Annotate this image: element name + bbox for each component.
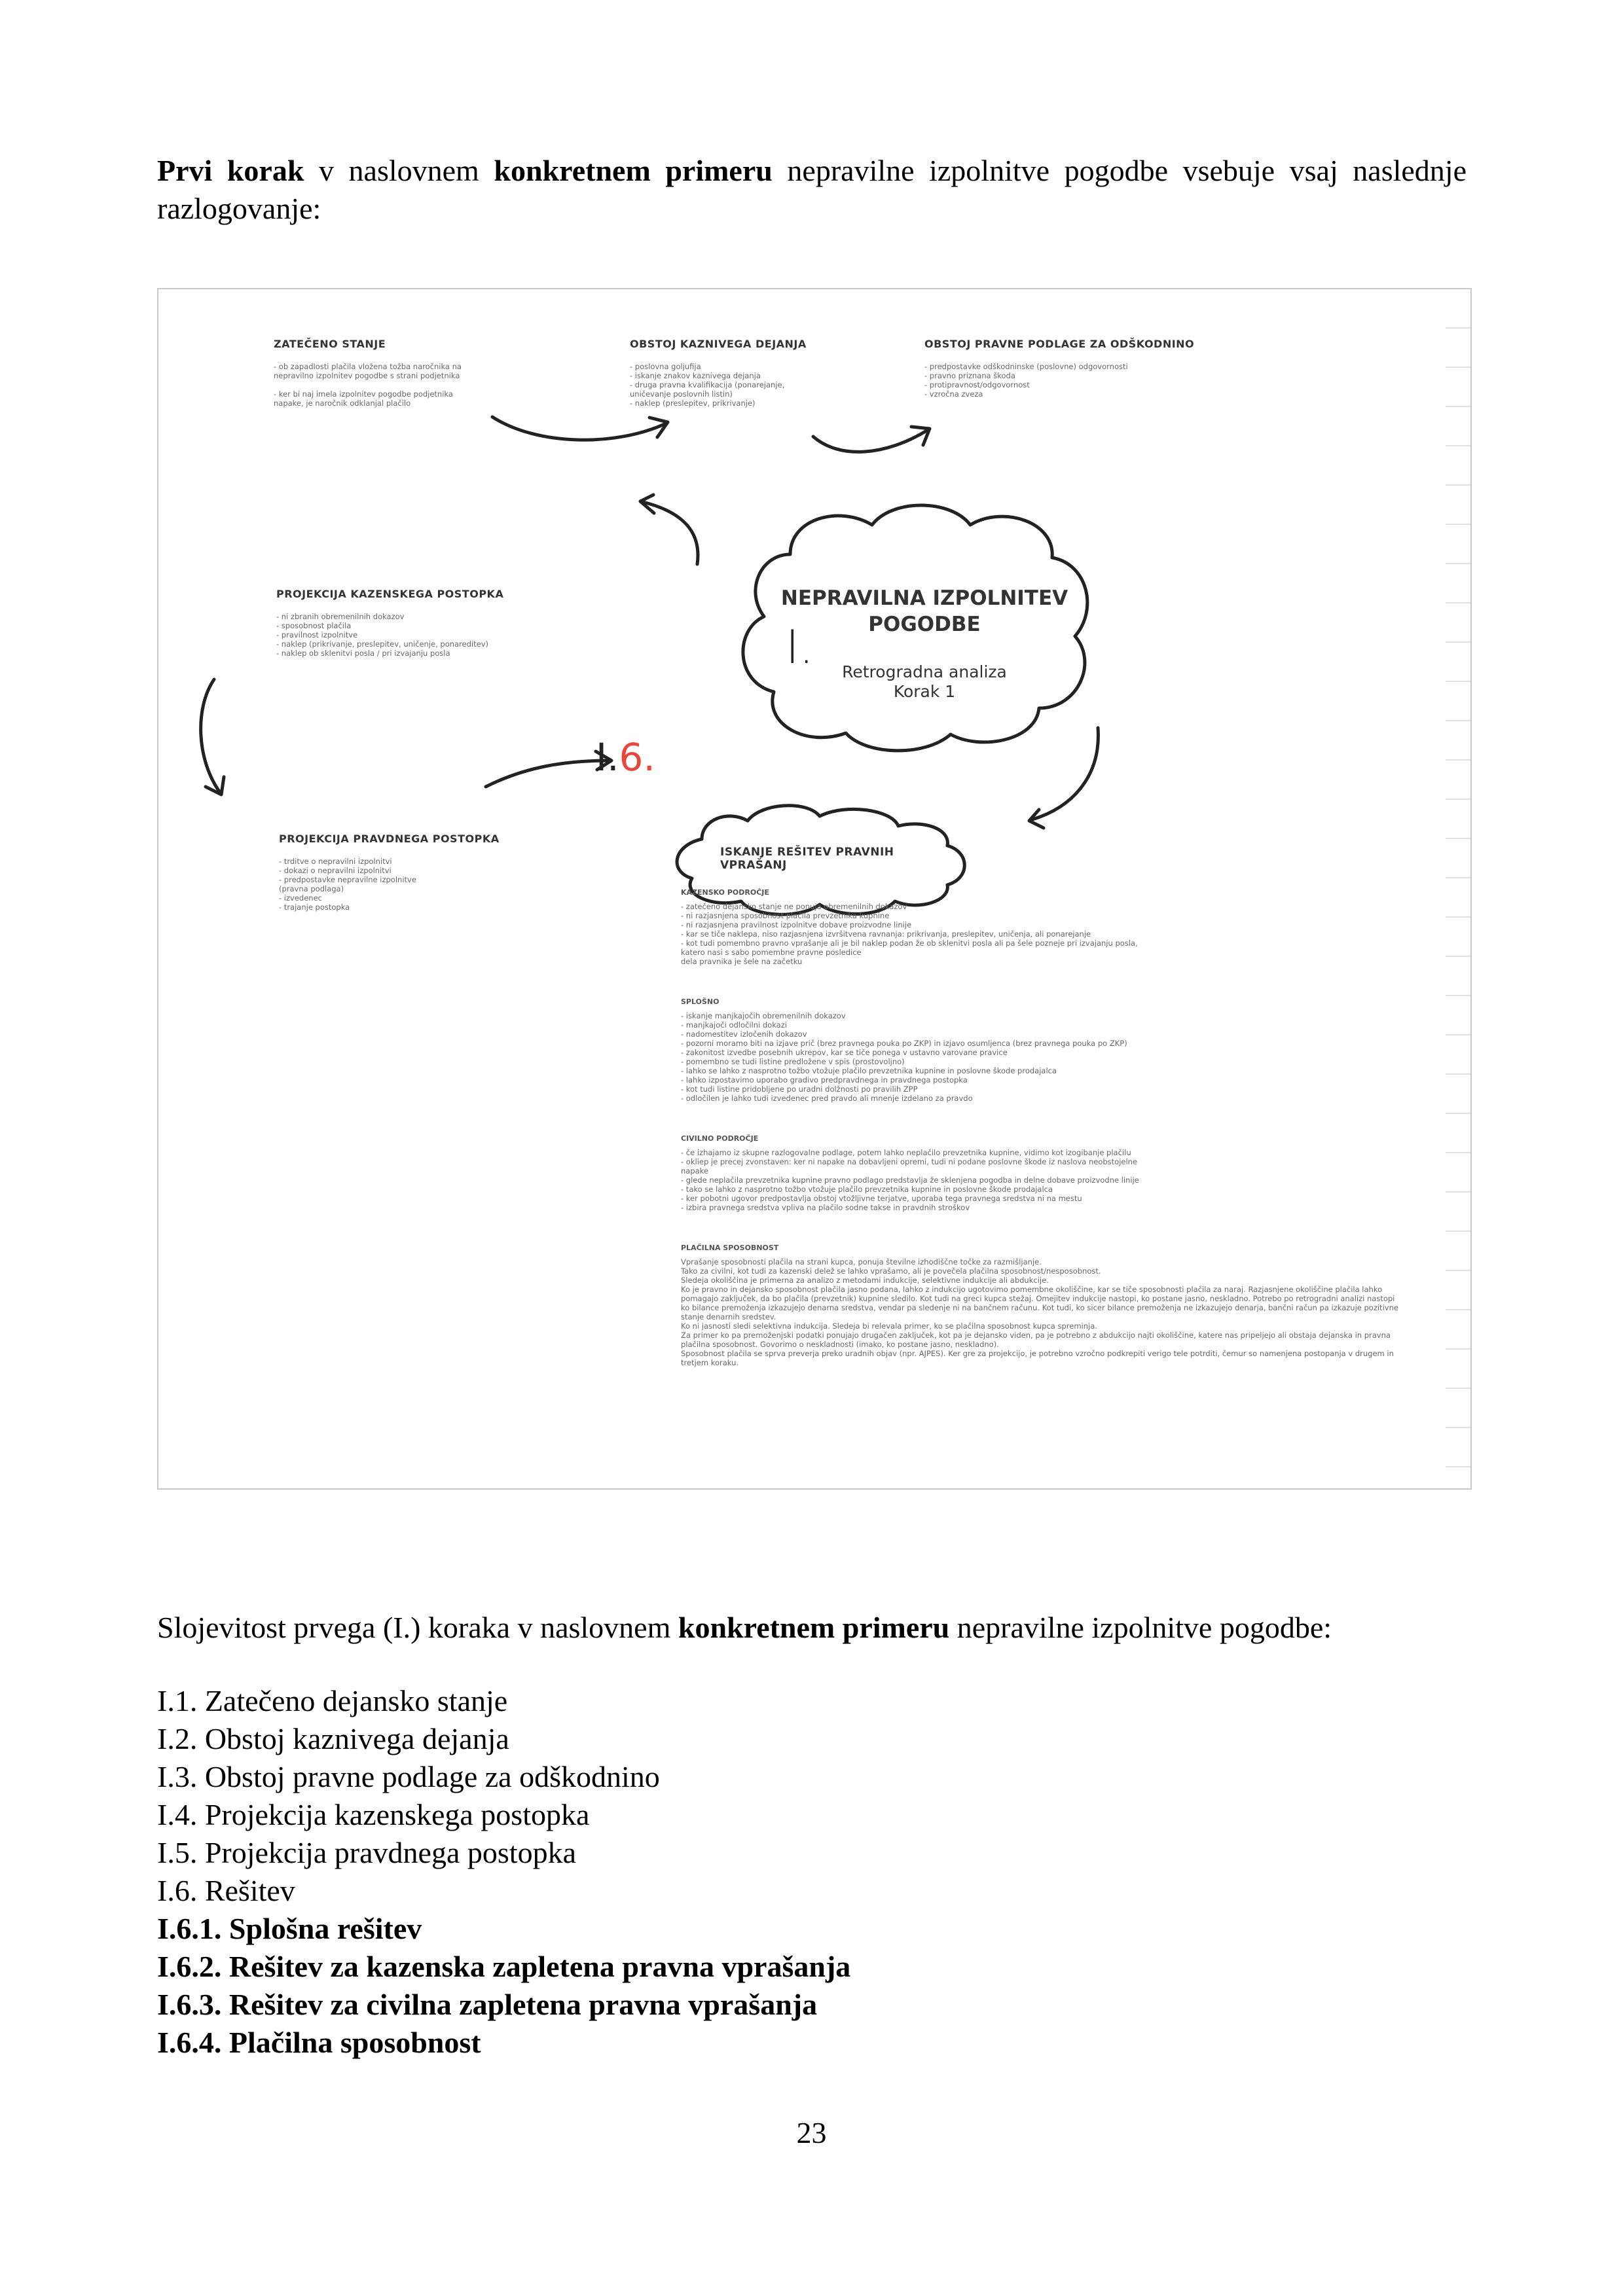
list-item: - lahko se lahko z nasprotno tožbo vtožuje plačilo prevzetnika kupnine in poslovne škode prodajalca [681,1066,1057,1075]
box-title: ZATEČENO STANJE [274,338,386,350]
iskanje-title-box [720,846,956,884]
box-item: - sposobnost plačila [276,621,352,630]
paragraph-line: stanje denarnih sredstev. [681,1312,776,1321]
iskanje-title: ISKANJE REŠITEV PRAVNIH VPRAŠANJ [720,846,894,872]
paragraph-line: Ko ni jasnosti sledi selektivna indukcija. Sledeja bi relevala primer, ko se plačilna sposobnost kupca spreminja. [681,1321,1097,1331]
arrow-kaznivo-to-podlaga [813,430,928,452]
outline-item: I.6.1. Splošna rešitev [157,1912,422,1945]
section-title-splosno: SPLOŠNO [681,997,720,1006]
paragraph-line: tretjem koraku. [681,1358,739,1367]
list-item: - manjkajoči odločilni dokazi [681,1020,787,1030]
slojevitost-text-2: nepravilne izpolnitve pogodbe: [949,1611,1332,1644]
slojevitost-heading [157,1609,1332,1647]
list-item: - zatečeno dejansko stanje ne ponuja obremenilnih dokazov [681,902,907,911]
paragraph-line: Ko je pravno in dejansko sposobnost plačila jasno podana, lahko z indukcijo ugotovimo pomembne okoliščine, kar se tiče sposobnosti plačila za naraj. Razjasnjene okoliščine plačila lahko [681,1285,1383,1294]
paragraph-line: Sledeja okoliščina je primerna za analizo z metodami indukcije, selektivne indukcije ali abdukcije. [681,1276,1049,1285]
box-projekcija-kazenskega-postopka [276,588,551,658]
box-item: - ni zbranih obremenilnih dokazov [276,612,405,621]
intro-bold-1: Prvi korak [157,154,304,187]
step-outline [157,1682,850,2062]
list-item: - kar se tiče naklepa, niso razjasnjena izvršitvena ravnanja: prikrivanja, preslepitev, uničenja, ali ponarejanje [681,929,1091,939]
intro-text-2: nepravilne izpolnitve pogodbe vsebuje vsaj naslednje razlogovanje: [157,154,1467,225]
list-item: - lahko izpostavimo uporabo gradivo predpravdnega in pravdnega postopka [681,1075,968,1085]
list-item: - glede neplačila prevzetnika kupnine pravno podlago predstavlja že sklenjena pogodba in delne dobave proizvodne linije [681,1175,1139,1185]
section-title-placilna: PLAČILNA SPOSOBNOST [681,1244,779,1252]
outline-item: I.6.4. Plačilna sposobnost [157,2026,481,2059]
list-item: - zakonitost izvedbe posebnih ukrepov, kar se tiče ponega v ustavno varovane pravice [681,1048,1008,1057]
box-item: - ob zapadlosti plačila vložena tožba naročnika na [274,362,462,371]
page-number: 23 [796,2116,827,2149]
box-projekcija-pravdnega-postopka [279,833,528,912]
box-title: PROJEKCIJA KAZENSKEGA POSTOPKA [276,588,504,600]
arrow-right-curve [1032,728,1098,819]
outline-item: I.3. Obstoj pravne podlage za odškodnino [157,1760,660,1793]
box-item: - predpostavke odškodninske (poslovne) odgovornosti [924,362,1128,371]
box-item: nepravilno izpolnitev pogodbe s strani podjetnika [274,371,460,380]
paragraph-line: ko bilance premoženja izkazujejo denarna sredstva, vendar pa sledenje ni na bančnem računu. Kot tudi, ko sicer bilance premoženja ne izkazujejo denarja, bančni račun pa izkazuje pozitivne [681,1303,1398,1312]
list-item: - pomembno se tudi listine predložene v spis (prostovoljno) [681,1057,905,1066]
outline-item: I.6.3. Rešitev za civilna zapletena pravna vprašanja [157,1988,818,2021]
slojevitost-text-1: Slojevitost prvega (I.) koraka v naslovnem [157,1611,678,1644]
box-item: - dokazi o nepravilni izpolnitvi [279,866,392,875]
box-item: - iskanje znakov kaznivega dejanja [630,371,761,380]
box-obstoj-pravne-podlage [924,338,1226,399]
intro-paragraph [157,152,1467,228]
outline-item: I.1. Zatečeno dejansko stanje [157,1684,508,1717]
outline-item: I.2. Obstoj kaznivega dejanja [157,1722,509,1755]
arrow-to-marker [486,761,610,787]
slojevitost-bold: konkretnem primeru [678,1611,950,1644]
box-item: - naklep (preslepitev, prikrivanje) [630,399,756,408]
marker-i6 [596,734,655,780]
paragraph-line: Sposobnost plačila se sprva preverja preko uradnih objav (npr. AJPES). Ker gre za projekcijo, je potrebno vzročno podkrepiti verigo tele potrditi, čemur so namenjena postopanja v drugem in [681,1349,1394,1358]
box-item: - vzročna zveza [924,389,983,399]
intro-text-1: v naslovnem [304,154,494,187]
box-item: - druga pravna kvalifikacija (ponarejanje, [630,380,785,389]
paragraph-line: Tako za civilni, kot tudi za kazenski delež se lahko vprašamo, ali je povečela plačilna sposobnost/nesposobnost. [681,1266,1101,1276]
outline-item: I.6.2. Rešitev za kazenska zapletena pravna vprašanja [157,1950,851,1983]
box-item: - poslovna goljufija [630,362,701,371]
list-item: - izbira pravnega sredstva vpliva na plačilo sodne takse in pravdnih stroškov [681,1203,970,1212]
box-title: OBSTOJ PRAVNE PODLAGE ZA ODŠKODNINO [924,338,1195,350]
box-zateceno-stanje [274,338,490,408]
box-iskanje-resitev [681,888,1398,1367]
list-item: - iskanje manjkajočih obremenilnih dokazov [681,1011,846,1020]
intro-bold-2: konkretnem primeru [494,154,773,187]
cloud-title-line-1: NEPRAVILNA IZPOLNITEV [780,586,1068,610]
box-item: - naklep (prikrivanje, preslepitev, uničenje, ponareditev) [276,639,488,649]
list-item: - okliep je precej zvonstaven: ker ni napake na dobavljeni opremi, tudi ni podane poslovne škode iz naslova neobstojelne napake [681,1157,1138,1175]
box-item: - trditve o nepravilni izpolnitvi [279,857,392,866]
list-item: - pozorni moramo biti na izjave prič (brez pravnega pouka po ZKP) in izjavo osumljenca (brez pravnega pouka po ZKP) [681,1039,1127,1048]
outline-item: I.5. Projekcija pravdnega postopka [157,1836,576,1869]
cloud-subtitle: Retrogradna analiza [842,662,1007,681]
list-item: - kot tudi pomembno pravno vprašanje ali je bil naklep podan že ob sklenitvi posla ali pa šele pozneje pri izvajanju posla, katero nasi s sabo pomembne pravne posledice [681,939,1138,957]
outline-item: I.4. Projekcija kazenskega postopka [157,1798,590,1831]
box-title: PROJEKCIJA PRAVDNEGA POSTOPKA [279,833,500,845]
cloud-numeral: I. [786,620,814,674]
cloud-step: Korak 1 [893,682,956,701]
list-item: dela pravnika je šele na začetku [681,957,803,966]
list-item: - ker pobotni ugovor predpostavlja obstoj vtožljivne terjatve, uporaba tega pravnega sredstva ni na mestu [681,1194,1082,1203]
outline-item: I.6. Rešitev [157,1874,295,1907]
paragraph-line: Vprašanje sposobnosti plačila na strani kupca, ponuja številne izhodiščne točke za razmišljanje. [681,1257,1042,1266]
mind-map-figure [157,288,1472,1490]
paragraph-line: Za primer ko pa premoženjski podatki ponujajo drugačen zaključek, kot pa je dejansko viden, pa je potrebno z abdukcijo najti okoliščine, katere nas pripeljejo ali obstaja dejanska in pravna [681,1331,1391,1340]
cloud-label [780,585,1068,702]
box-item: - pravno priznana škoda [924,371,1015,380]
box-item: - izvedenec [279,893,322,903]
paragraph-line: pomagajo zaključek, da bo plačila (prevzetnik) kupnine sledilo. Kot tudi na greci kupca stežaj. Omejitev indukcije nastopi, ko postane jasno, neskladno. Potrebo po retrogradni analizi nastopi [681,1294,1395,1303]
box-item: (pravna podlaga) [279,884,344,893]
list-item: - tako se lahko z nasprotno tožbo vtožuje plačilo prevzetnika kupnine in poslovne škode prodajalca [681,1185,1053,1194]
box-item [274,380,490,389]
section-title-kazensko: KAZENSKO PODROČJE [681,888,769,897]
list-item: - nadomestitev izločenih dokazov [681,1030,807,1039]
list-item: - ni razjasnjena pravilnost izpolnitve dobave proizvodne linije [681,920,912,929]
list-item: - ni razjasnjena sposobnost plačila prevzetnika kupnine [681,911,890,920]
marker-number: 6. [619,735,655,780]
box-item: - protipravnost/odgovornost [924,380,1030,389]
box-item: - pravilnost izpolnitve [276,630,358,639]
box-title: OBSTOJ KAZNIVEGA DEJANJA [630,338,807,350]
marker-roman: I. [596,735,619,780]
arrow-zateceno-to-kaznivo [492,417,666,440]
box-item: napake, je naročnik odklanjal plačilo [274,399,411,408]
cloud-title-line-2: POGODBE [868,613,981,636]
section-title-civilno: CIVILNO PODROČJE [681,1134,759,1143]
box-item: - trajanje postopka [279,903,350,912]
box-obstoj-kaznivega-dejanja [630,338,826,408]
list-item: - če izhajamo iz skupne razlogovalne podlage, potem lahko neplačilo prevzetnika kupnine, vidimo kot izogibanje plačilu [681,1148,1131,1157]
arrow-left-curve [201,679,221,793]
box-item: - predpostavke nepravilne izpolnitve [279,875,416,884]
box-item: - naklep ob sklenitvi posla / pri izvajanju posla [276,649,450,658]
list-item: - odločilen je lahko tudi izvedenec pred pravdo ali mnenje izdelano za pravdo [681,1094,973,1103]
list-item: - kot tudi listine pridobljene po uradni dolžnosti po pravilih ZPP [681,1085,918,1094]
box-item: - ker bi naj imela izpolnitev pogodbe podjetnika [274,389,453,399]
box-item: uničevanje poslovnih listin) [630,389,733,399]
paragraph-line: plačilna sposobnost. Govorimo o neskladnosti (imako, ko postane jasno, neskladno). [681,1340,999,1349]
